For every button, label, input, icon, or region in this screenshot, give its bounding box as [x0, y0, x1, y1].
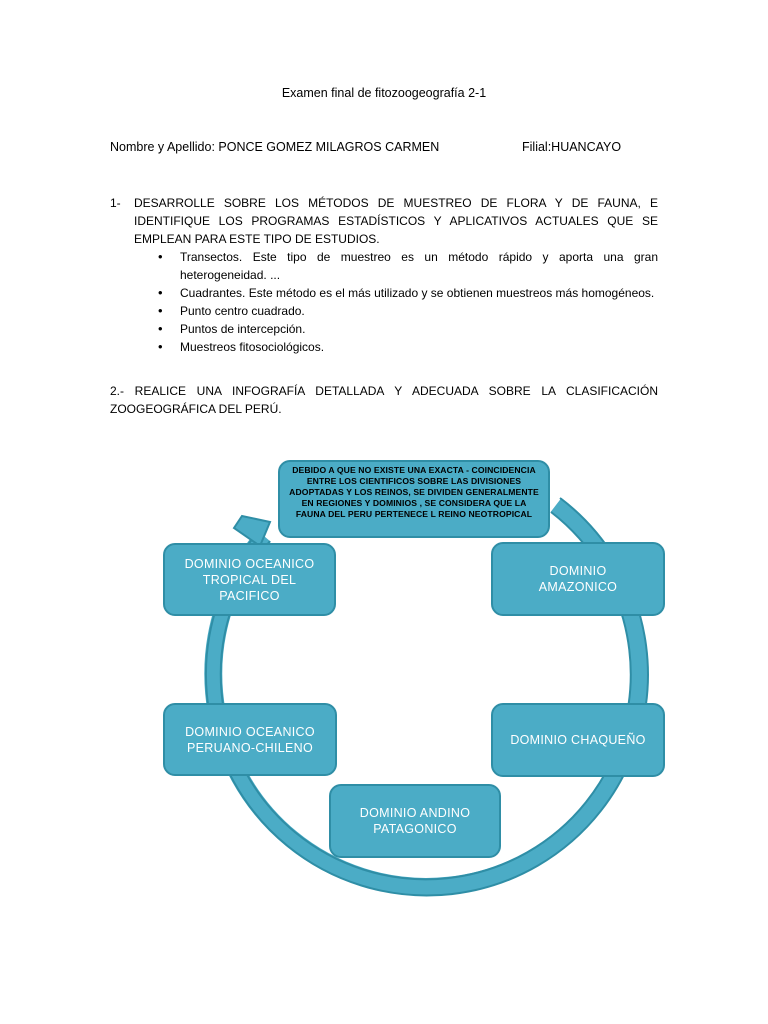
- question-1: [110, 194, 658, 356]
- bullet-item: • Puntos de intercepción.: [180, 320, 658, 338]
- bullet-item: • Punto centro cuadrado.: [180, 302, 658, 320]
- box-label: DOMINIO CHAQUEÑO: [510, 733, 646, 747]
- student-name: Nombre y Apellido: PONCE GOMEZ MILAGROS CARMEN: [110, 140, 440, 154]
- box-dominio-chaqueno: [491, 703, 665, 777]
- box-label: DOMINIO OCEANICO TROPICAL DEL PACIFICO: [184, 556, 315, 603]
- student-name-line: [110, 140, 658, 154]
- box-label: DOMINIO AMAZONICO: [538, 564, 618, 594]
- box-dominio-amazonico: [491, 542, 665, 616]
- bullet-item: • Cuadrantes. Este método es el más utilizado y se obtienen muestreos más homogéneos.: [180, 284, 658, 302]
- box-label: DOMINIO OCEANICO PERUANO-CHILENO: [185, 724, 315, 755]
- filial-label: Filial:HUANCAYO: [522, 140, 622, 154]
- question-1-text: DESARROLLE SOBRE LOS MÉTODOS DE MUESTREO DE FLORA Y DE FAUNA, E IDENTIFIQUE LOS PROGRAMAS ESTADÍSTICOS Y APLICATIVOS ACTUALES QUE SE EMPLEAN PARA ESTE TIPO DE ESTUDIOS.: [134, 196, 658, 246]
- box-dominio-oceanico-peruano-chileno: [163, 703, 337, 776]
- question-1-number: 1-: [110, 196, 121, 210]
- question-2-text: 2.- REALICE UNA INFOGRAFÍA DETALLADA Y ADECUADA SOBRE LA CLASIFICACIÓN ZOOGEOGRÁFICA DEL PERÚ.: [110, 384, 658, 416]
- bullet-item: • Transectos. Este tipo de muestreo es un método rápido y aporta una gran heterogeneidad. ...: [180, 248, 658, 284]
- bullet-item: • Muestreos fitosociológicos.: [180, 338, 658, 356]
- bullet-list: [110, 248, 658, 356]
- box-dominio-andino-patagonico: [329, 784, 501, 858]
- cycle-arrowhead: [234, 516, 270, 546]
- box-label: DOMINIO ANDINO PATAGONICO: [359, 806, 471, 836]
- note-box: DEBIDO A QUE NO EXISTE UNA EXACTA - COINCIDENCIA ENTRE LOS CIENTIFICOS SOBRE LAS DIVISIONES ADOPTADAS Y LOS REINOS, SE DIVIDEN GENERALMENTE EN REGIONES Y DOMINIOS , SE CONSIDERA QUE LA FAUNA DEL PERU PERTENECE L REINO NEOTROPICAL: [278, 460, 550, 538]
- box-dominio-oceanico-tropical: [163, 543, 336, 616]
- page-title: Examen final de fitozoogeografía 2-1: [281, 86, 487, 100]
